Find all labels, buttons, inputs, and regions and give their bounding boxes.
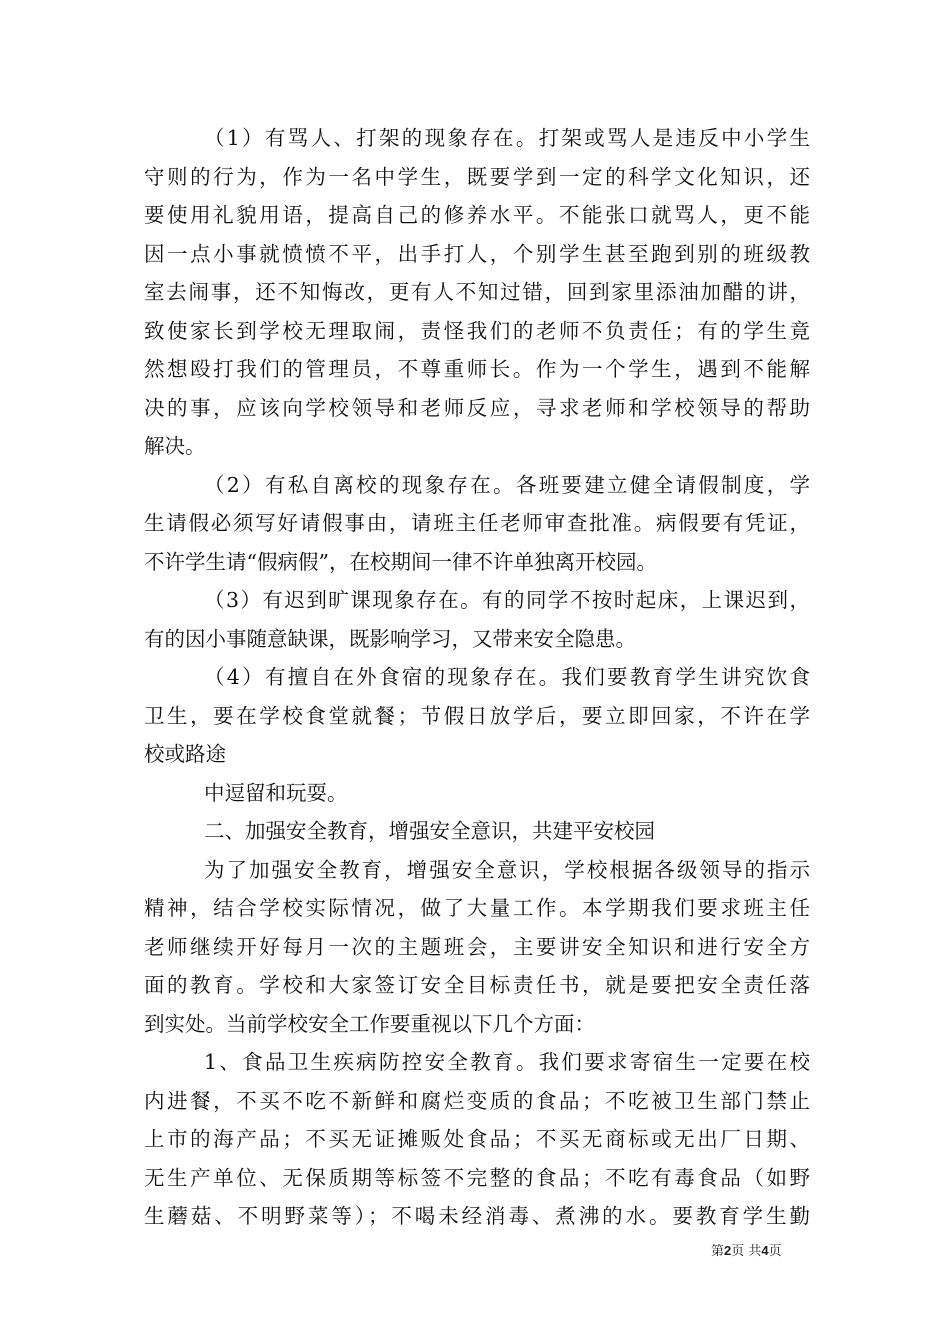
text-line: 为了加强安全教育，增强安全意识，学校根据各级领导的指示: [204, 857, 810, 882]
text-line: 有的因小事随意缺课，既影响学习，又带来安全隐患。: [144, 626, 636, 651]
text-line: 精神，结合学校实际情况，做了大量工作。本学期我们要求班主任: [144, 896, 810, 920]
current-page-number: 2: [724, 1243, 732, 1258]
text-line: 内进餐，不买不吃不新鲜和腐烂变质的食品；不吃被卫生部门禁止: [144, 1088, 810, 1113]
text-line: 不许学生请“假病假”，在校期间一律不许单独离开校园。: [144, 549, 657, 574]
footer-middle: 页 共: [731, 1244, 762, 1259]
text-line: 无生产单位、无保质期等标签不完整的食品；不吃有毒食品（如野: [144, 1165, 810, 1190]
text-line: 因一点小事就愤愤不平，出手打人，个别学生甚至跑到别的班级教: [144, 241, 810, 266]
text-line: 老师继续开好每月一次的主题班会，主要讲安全知识和进行安全方: [144, 934, 810, 959]
footer-suffix: 页: [768, 1244, 782, 1259]
footer-prefix: 第: [711, 1244, 725, 1259]
total-page-number: 4: [761, 1243, 769, 1258]
text-line: 面的教育。学校和大家签订安全目标责任书，就是要把安全责任落: [144, 973, 810, 997]
text-line: 到实处。当前学校安全工作要重视以下几个方面：: [144, 1011, 595, 1036]
text-line: 守则的行为，作为一名中学生，既要学到一定的科学文化知识，还: [144, 164, 810, 189]
text-line: 然想殴打我们的管理员，不尊重师长。作为一个学生，遇到不能解: [144, 357, 810, 381]
text-line: 1、食品卫生疾病防控安全教育。我们要求寄宿生一定要在校: [204, 1050, 810, 1074]
text-line: 校或路途: [144, 742, 226, 766]
text-line: （1）有骂人、打架的现象存在。打架或骂人是违反中小学生: [204, 126, 810, 150]
text-line: 决的事，应该向学校领导和老师反应，寻求老师和学校领导的帮助: [144, 395, 810, 420]
text-line: 室去闹事，还不知悔改，更有人不知过错，回到家里添油加醋的讲，: [144, 280, 810, 304]
page-footer: [711, 1240, 782, 1259]
text-line: （4）有擅自在外食宿的现象存在。我们要教育学生讲究饮食: [204, 665, 810, 689]
text-line: 上市的海产品；不买无证摊贩处食品；不买无商标或无出厂日期、: [144, 1127, 810, 1151]
text-line: 卫生，要在学校食堂就餐；节假日放学后，要立即回家，不许在学: [144, 703, 810, 728]
text-line: 二、加强安全教育，增强安全意识，共建平安校园: [204, 819, 655, 843]
text-line: 解决。: [144, 434, 206, 458]
text-line: 中逗留和玩耍。: [204, 780, 348, 805]
document-body: [144, 119, 810, 1236]
text-line: 生请假必须写好请假事由，请班主任老师审查批准。病假要有凭证，: [144, 511, 810, 535]
text-line: （3）有迟到旷课现象存在。有的同学不按时起床，上课迟到，: [204, 588, 810, 612]
text-line: （2）有私自离校的现象存在。各班要建立健全请假制度，学: [204, 472, 810, 497]
text-line: 生蘑菇、不明野菜等）；不喝未经消毒、煮沸的水。要教育学生勤: [144, 1204, 810, 1228]
text-line: 要使用礼貌用语，提高自己的修养水平。不能张口就骂人，更不能: [144, 203, 810, 227]
text-line: 致使家长到学校无理取闹，责怪我们的老师不负责任；有的学生竟: [144, 318, 810, 343]
